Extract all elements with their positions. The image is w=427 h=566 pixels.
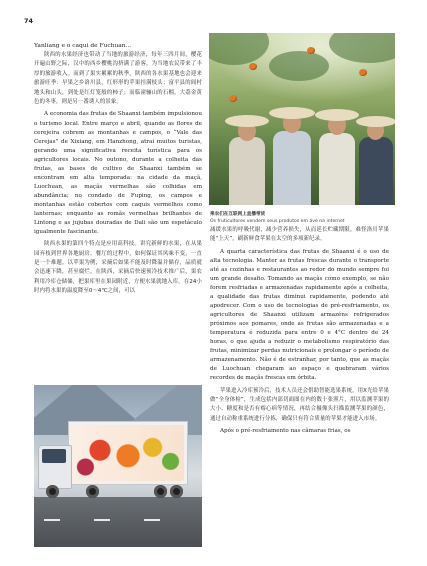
road-marking <box>44 519 60 521</box>
truck-wheel <box>170 485 183 498</box>
section-title: Yanliang e o caqui de Fuchuan... <box>34 43 132 49</box>
fruit <box>307 47 315 54</box>
farmers-livestream-photo <box>209 33 395 205</box>
fruit <box>249 63 257 70</box>
fruit <box>229 95 237 102</box>
fruit <box>359 69 367 76</box>
road <box>34 497 202 547</box>
right-cn-paragraph-1: 减缓水果的呼吸代谢，减少营养损失，从而延长贮藏期限。难怪洛川苹果能“上天”，刷新鲜食苹果在太空的多项新纪录。 <box>210 227 389 243</box>
page-number: 74 <box>24 17 34 25</box>
road-marking <box>94 519 110 521</box>
truck-window <box>42 449 66 463</box>
truck-fruit-artwork <box>72 425 184 481</box>
left-cn-paragraph-2: 陕西水果的第四个特点是应用高科技。讲究新鲜的水果，在从果园弃枝到世界各地厨房、餐厅的过程中，如何保证其风味不变，一直是一个难题。以苹果为例，采摘后如果不能及时降温并储存，品质就会迅速下降，甚至腐烂。在陕西，采摘后快速预冷技术推广后，果农利用冷库仓储储，把果库里在果园附近，方便水果就地入库。在24小时内将水果的温度降至0～4℃之间，可以 <box>34 241 202 295</box>
caption-cn: 果农们在互联网上直播带货 <box>210 212 266 217</box>
right-text-column <box>210 226 389 436</box>
right-pt-paragraph-2: Após o pré-resfriamento nas câmaras frias, os <box>220 428 351 435</box>
left-text-column <box>34 42 202 297</box>
truck-wheel <box>46 485 59 498</box>
truck-wheel <box>154 485 167 498</box>
road-marking <box>144 519 160 521</box>
right-pt-paragraph-1: A quarta característica das frutas de Shaanxi é o uso de alta tecnologia. Manter as frutas frescas durante o transporte até as cozinhas e restaurantes ao redor do mundo sempre foi um grande desafio. Tomando as maçãs como exemplo, se não forem resfriadas e armazenadas rapidamente após a colheita, a qualidade das frutas diminui rapidamente, podendo até apodrecer. Com o uso de tecnologias de pré-resfriamento, os agricultores de Shaanxi utilizam armazéns refrigerados próximos aos pomares, onde as frutas são armazenadas e a temperatura é reduzida para entre 0 e 4°C dentro de 24 horas, o que ajuda a reduzir o metabolismo respiratório das frutas, minimizar perdas nutricionais e prolongar o período de armazenamento. Não é de estranhar, por tanto, que as maçãs de Luochuan chegaram ao espaço e quebraram vários recordes de maçãs frescas em órbita. <box>210 248 389 382</box>
leaf-cluster <box>269 51 329 81</box>
left-pt-paragraph-1: A economia das frutas de Shaanxi também impulsionou o turismo local. Entre março e abril, quando as flores de cerejeira cobrem as montanhas e campos, o “Vale das Cerejas” de Xixiang, em Hanzhong, atrai muitos turistas, gerando uma significativa receita turística para os agricultores locais. No outono, durante a colheita das frutas, as bases de cultivo de Shaanxi também se encontram em alta temporada: na cidade da maçã, Luochuan, as maçãs vermelhas são colhidas em abundância; no condado de Fuping, os campos e montanhas estão cobertos com caquis vermelhos como lanternas; enquanto as romãs vermelhas brilhantes de Lintong e as jujubas douradas de Dali são um espetáculo igualmente fascinante. <box>34 111 202 236</box>
truck-wheel <box>86 485 99 498</box>
caption-pt: Os fruticultores vendem seus produtos em áve na internet <box>210 219 345 224</box>
right-cn-paragraph-2: 苹果进入冷库预冷后，技术人员还会借助智能选果系统，用X光给苹果做“全身体检”，生成包括内部切面图在内的数十张照片，用以监测苹果的大小、糖度和是否有霉心病等情况，再结合摄像头扫描监测苹果的颜色，通过自动称重系统进行分拣，确保只有符合质量的苹果才能进入市场。 <box>210 387 389 422</box>
left-cn-paragraph-1: 陕西的水果经济也带动了当地的旅游经济，每年三四月间，樱花开遍山野之际，汉中的西乡樱桃沟挤满了游客，为当地农民带来了丰厚的旅游收入。而到了果实累累的秋季，陕西的各水果基地也会迎来旅游旺季：早果之乡洛川县，红形形的苹果挂满枝头；富平县的阎村地头和山头，到处是红灯笼般的柿子；而临潼骊山的石榴，大荔金黄色的冬枣，则是另一番诱人的景象。 <box>34 52 202 106</box>
fruit-truck-photo <box>34 385 202 547</box>
photo-caption <box>210 211 400 225</box>
